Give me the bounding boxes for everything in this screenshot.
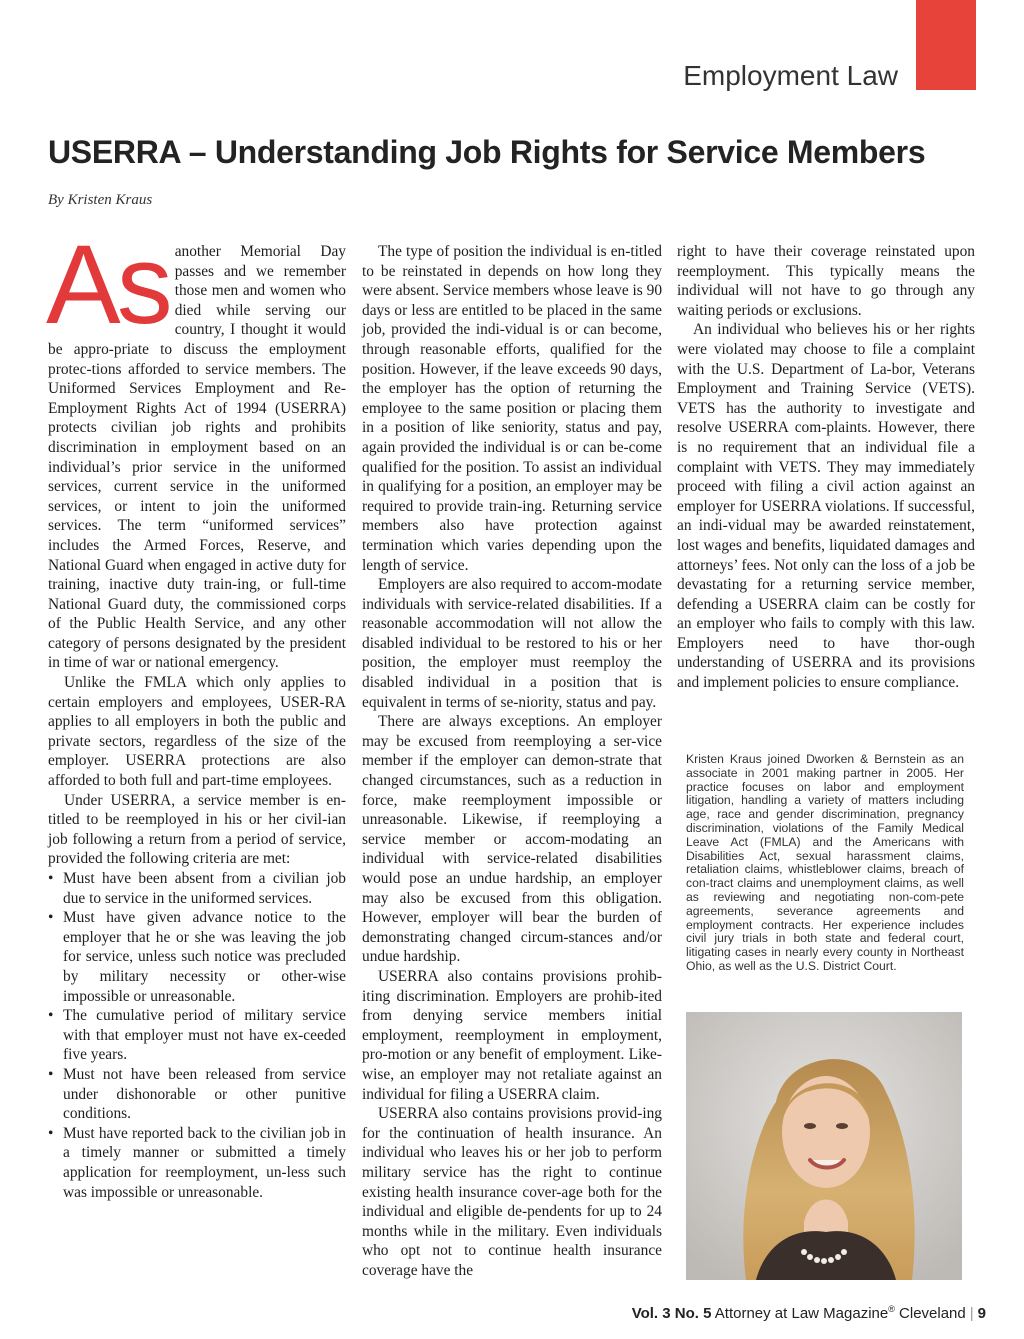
list-item-text: Must not have been released from service under dishonorable or other punitive conditions.	[63, 1065, 346, 1123]
bullet-icon: •	[48, 1065, 54, 1083]
drop-cap: As	[46, 222, 169, 347]
criteria-list	[48, 869, 346, 1202]
paragraph: An individual who believes his or her rights were violated may choose to file a complaint with the U.S. Department of La-bor, Veterans Employment and Training Service (VETS). VETS has the authority to investigate and resolve USERRA com-plaints. However, there is no requirement that an individual file a complaint with VETS. They may immediately proceed with filing a civil action against an employer for USERRA violations. If successful, an indi-vidual may be awarded reinstatement, lost wages and benefits, liquidated damages and attorneys’ fees. Not only can the loss of a job be devastating for a returning service member, defending a USERRA claim can be costly for an employer who fails to comply with this law. Employers need to have thor-ough understanding of USERRA and its provisions and implement policies to ensure compliance.	[677, 321, 975, 692]
paragraph: USERRA also contains provisions prohib-iting discrimination. Employers are prohib-ited from denying service members initial employment, reemployment in employment, pro-motion or any benefit of employment. Like-wise, an employer may not retaliate against an individual for filing a USERRA claim.	[362, 967, 662, 1103]
paragraph: Unlike the FMLA which only applies to certain employers and employees, USER-RA applies to all employers in both the public and private sectors, regardless of the size of the employer. USERRA protections are also afforded to both full and part-time employees.	[48, 674, 346, 790]
bullet-icon: •	[48, 1124, 54, 1142]
list-item	[48, 1065, 346, 1124]
article-column-1	[46, 222, 346, 1202]
list-item	[48, 1006, 346, 1065]
magazine-name: Attorney at Law Magazine	[714, 1305, 889, 1322]
author-photo	[686, 1012, 962, 1280]
paragraph: right to have their coverage reinstated upon reemployment. This typically means the individual will not have to go through any waiting periods or exclusions.	[677, 243, 975, 319]
paragraph: Employers are also required to accom-modate individuals with service-related disabilities. If a reasonable accommodation will not allow the disabled individual to be restored to his or her position, the employer must reemploy the disabled individual in a position that is equivalent in terms of se-niority, status and pay.	[362, 576, 662, 711]
footer-separator: |	[969, 1305, 974, 1322]
opening-paragraph	[46, 222, 346, 673]
list-item	[48, 1124, 346, 1202]
portrait-illustration	[686, 1012, 962, 1280]
paragraph: The type of position the individual is en-titled to be reinstated in depends on how long they were absent. Service members whose leave is 90 days or less are entitled to be placed in the same job, provided the indi-vidual is or can become, through reasonable efforts, qualified for the position. However, if the leave exceeds 90 days, the employer has the option of returning the employee to the same position or placing them in a position of like seniority, status and pay, again provided the individual is or can be-come qualified for the position. To assist an individual in qualifying for a position, an employer may be required to provide train-ing. Returning service members also have protection against termination which varies depending upon the length of service.	[362, 243, 663, 574]
list-item-text: The cumulative period of military service with that employer must not have ex-ceeded five years.	[63, 1007, 346, 1064]
magazine-city: Cleveland	[899, 1305, 966, 1322]
list-item	[48, 869, 346, 908]
section-color-tab	[916, 0, 976, 90]
page-number: 9	[977, 1305, 986, 1322]
section-label: Employment Law	[683, 60, 898, 91]
list-item-text: Must have reported back to the civilian job in a timely manner or submitted a timely application for reemployment, un-less such was impossible or unreasonable.	[63, 1124, 346, 1201]
list-item	[48, 908, 346, 1006]
article-column-3	[677, 242, 975, 693]
paragraph: USERRA also contains provisions provid-ing for the continuation of health insurance. An individual who leaves his or her job to perform military service has the right to continue existing health insurance cover-age both for the individual and eligible de-pendents for up to 24 months while in the military. Even individuals who opt not to continue health insurance coverage have the	[362, 1105, 662, 1279]
paragraph: There are always exceptions. An employer may be excused from reemploying a ser-vice member if the employer can demon-strate that changed circumstances, such as a reduction in force, make reemployment impossible or unreasonable. Likewise, if reemploying a service member or accom-modating an individual with service-related disabilities would pose an undue hardship, an employer may also be excused from this obligation. However, employer will bear the burden of demonstrating changed circum-stances and/or undue hardship.	[362, 713, 662, 966]
article-byline: By Kristen Kraus	[48, 192, 153, 208]
article-column-2	[362, 242, 662, 1280]
registered-mark: ®	[888, 1304, 895, 1314]
issue-volume: Vol. 3 No. 5	[631, 1305, 712, 1322]
paragraph: Under USERRA, a service member is en-titled to be reemployed in his or her civil-ian job following a return from a period of service, provided the following criteria are met:	[48, 791, 346, 868]
list-item-text: Must have been absent from a civilian job due to service in the uniformed services.	[63, 870, 346, 907]
bullet-icon: •	[48, 870, 54, 887]
author-bio: Kristen Kraus joined Dworken & Bernstein as an associate in 2001 making partner in 2005. Her practice focuses on labor and employment litigation, handling a variety of matters including age, race and gender discrimination, pregnancy discrimination, violations of the Family Medical Leave Act (FMLA) and the Americans with Disabilities Act, sexual harassment claims, retaliation claims, whistleblower claims, breach of con-tract claims and unemployment claims, as well as reviewing and negotiating non-com-pete agreements, severance agreements and employment contracts. Her experience includes civil jury trials in both state and federal court, litigating cases in nearly every county in Northeast Ohio, as well as the U.S. District Court.	[686, 752, 964, 973]
article-title: USERRA – Understanding Job Rights for Service Members	[48, 134, 926, 170]
paragraph-text: another Memorial Day passes and we remember those men and women who died while serving our country, I thought it would be appro-priate to discuss the employment protec-tions afforded to service members. The Uniformed Services Employment and Re-Employment Rights Act of 1994 (USERRA) protects civilian job rights and prohibits discrimination in employment based on an individual’s prior service in the uniformed services, current service in the uniformed services, or intent to join the uniformed services. The term “uniformed services” includes the Armed Forces, Reserve, and National Guard when engaged in active duty for training, inactive duty train-ing, or full-time National Guard duty, the commissioned corps of the Public Health Service, and any other category of persons designated by the president in time of war or national emergency.	[48, 243, 346, 672]
page-footer	[632, 1304, 986, 1322]
bullet-icon: •	[48, 1007, 54, 1025]
bullet-icon: •	[48, 909, 54, 927]
list-item-text: Must have given advance notice to the employer that he or she was leaving the job for service, unless such notice was precluded by military necessity or other-wise impossible or unreasonable.	[63, 909, 346, 1005]
